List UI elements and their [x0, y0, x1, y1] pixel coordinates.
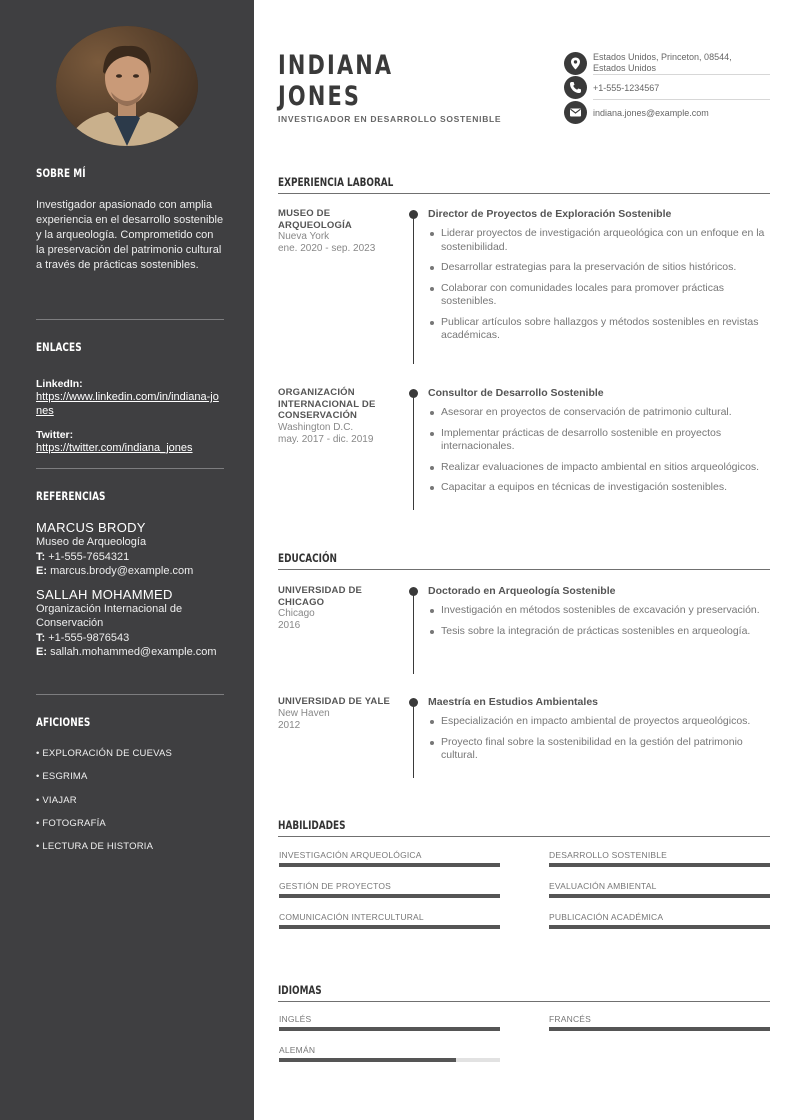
divider — [36, 468, 224, 469]
link-item-linkedin — [36, 378, 224, 418]
hobby-item: • EXPLORACIÓN DE CUEVAS — [36, 748, 173, 759]
about-heading: SOBRE MÍ — [36, 166, 86, 180]
first-name: INDIANA — [278, 50, 394, 81]
address-line1: Estados Unidos, Princeton, 08544, — [593, 52, 732, 62]
dates: ene. 2020 - sep. 2023 — [278, 243, 376, 254]
skill-bar — [279, 894, 500, 898]
about-section — [36, 166, 224, 273]
bullet-item: Asesorar en proyectos de conservación de patrimonio cultural. — [428, 406, 772, 420]
divider — [36, 319, 224, 320]
section-rule — [278, 193, 770, 194]
bullet-item: Liderar proyectos de investigación arqueológica con un enfoque en la sostenibilidad. — [428, 227, 772, 254]
bullet-item: Proyecto final sobre la sostenibilidad en la gestión del patrimonio cultural. — [428, 736, 772, 763]
link-item-twitter — [36, 429, 224, 455]
skill-item — [279, 850, 500, 867]
skill-label: PUBLICACIÓN ACADÉMICA — [549, 912, 664, 922]
address-row — [564, 52, 770, 76]
role-title: Consultor de Desarrollo Sostenible — [428, 387, 604, 399]
institution: UNIVERSIDAD DE YALE — [278, 696, 391, 707]
bullet-item: Implementar prácticas de desarrollo sostenible en proyectos internacionales. — [428, 427, 772, 454]
language-bar — [279, 1058, 500, 1062]
hobby-item: • LECTURA DE HISTORIA — [36, 841, 154, 853]
divider — [36, 694, 224, 695]
dates: 2012 — [278, 719, 301, 731]
reference-org: Organización Internacional de Conservación — [36, 602, 183, 629]
about-text: Investigador apasionado con amplia experiencia en el desarrollo sostenible y la arqueología. Comprometido con la preservación del patrimonio cultural a través de prácticas sostenibles. — [36, 199, 224, 271]
skill-label: COMUNICACIÓN INTERCULTURAL — [279, 912, 424, 922]
bullet-item: Especialización en impacto ambiental de proyectos arqueológicos. — [428, 715, 772, 729]
reference-name: SALLAH MOHAMMED — [36, 586, 173, 602]
skill-item — [279, 881, 500, 898]
reference-name: MARCUS BRODY — [36, 520, 146, 535]
dates: 2016 — [278, 620, 301, 631]
language-bar — [549, 1027, 770, 1031]
language-bar-fill — [549, 1027, 770, 1031]
references-section — [36, 489, 224, 660]
reference-email: E: marcus.brody@example.com — [36, 565, 194, 577]
degree-title: Doctorado en Arqueología Sostenible — [428, 585, 616, 597]
language-item — [279, 1045, 500, 1062]
language-label: INGLÉS — [279, 1014, 312, 1024]
profile-photo — [56, 26, 198, 146]
experience-heading: EXPERIENCIA LABORAL — [278, 175, 394, 189]
contact-phone — [564, 76, 770, 99]
reference-email: E: sallah.mohammed@example.com — [36, 646, 217, 658]
language-label: ALEMÁN — [279, 1045, 316, 1055]
skill-bar — [549, 925, 770, 929]
mail-icon — [564, 101, 587, 124]
dates: may. 2017 - dic. 2019 — [278, 433, 374, 445]
job-title: INVESTIGADOR EN DESARROLLO SOSTENIBLE — [278, 114, 502, 124]
skill-bar-fill — [549, 925, 770, 929]
experience-item-left — [278, 387, 396, 446]
email-row — [564, 101, 770, 124]
role-title: Director de Proyectos de Exploración Sostenible — [428, 208, 672, 220]
education-item-right — [428, 696, 772, 770]
experience-item-left — [278, 208, 396, 255]
reference-item — [36, 587, 224, 660]
sidebar — [0, 0, 254, 1120]
education-heading: EDUCACIÓN — [278, 551, 337, 565]
section-rule — [278, 1001, 770, 1002]
skill-bar — [549, 894, 770, 898]
bullet-item: Tesis sobre la integración de prácticas sostenibles en arqueología. — [428, 625, 772, 639]
skill-bar-fill — [279, 863, 500, 867]
reference-org: Museo de Arqueología — [36, 536, 147, 548]
skill-label: DESARROLLO SOSTENIBLE — [549, 850, 668, 860]
languages-heading: IDIOMAS — [278, 983, 322, 997]
degree-title: Maestría en Estudios Ambientales — [428, 696, 598, 708]
employer: MUSEO DE ARQUEOLOGÍA — [278, 208, 352, 231]
hobby-item: • ESGRIMA — [36, 771, 88, 783]
bullet-item: Publicar artículos sobre hallazgos y métodos sostenibles en revistas académicas. — [428, 316, 772, 343]
language-item — [279, 1014, 500, 1031]
twitter-link[interactable]: https://twitter.com/indiana_jones — [36, 442, 193, 454]
phone-text[interactable]: +1-555-1234567 — [593, 83, 660, 93]
bullet-item: Realizar evaluaciones de impacto ambiental en sitios arqueológicos. — [428, 461, 772, 475]
timeline-line — [413, 393, 414, 510]
skill-item — [549, 850, 770, 867]
links-section — [36, 340, 224, 455]
bullet-item: Desarrollar estrategias para la preservación de sitios históricos. — [428, 261, 772, 275]
employer: ORGANIZACIÓN INTERNACIONAL DE CONSERVACIÓN — [278, 387, 376, 421]
address-line2: Estados Unidos — [593, 62, 657, 73]
language-bar — [279, 1027, 500, 1031]
location: Chicago — [278, 608, 315, 619]
avatar — [56, 26, 198, 146]
timeline-line — [413, 591, 414, 674]
links-heading: ENLACES — [36, 340, 82, 354]
experience-item-right — [428, 208, 772, 350]
skill-bar-fill — [279, 925, 500, 929]
timeline-line — [413, 702, 414, 778]
link-label: LinkedIn: — [36, 378, 83, 390]
bullet-list — [428, 406, 772, 495]
link-label: Twitter: — [36, 429, 74, 441]
divider — [593, 99, 770, 100]
skill-item — [549, 912, 770, 929]
phone-icon — [564, 76, 587, 99]
hobbies-list — [36, 748, 224, 864]
linkedin-link[interactable]: https://www.linkedin.com/in/indiana-jones — [36, 391, 219, 417]
timeline-line — [413, 214, 414, 364]
education-item-right — [428, 585, 772, 645]
hobbies-heading: AFICIONES — [36, 715, 91, 729]
hobby-item: • VIAJAR — [36, 794, 77, 806]
skill-label: INVESTIGACIÓN ARQUEOLÓGICA — [279, 850, 422, 860]
references-heading: REFERENCIAS — [36, 489, 106, 503]
full-name — [278, 50, 393, 112]
skill-label: EVALUACIÓN AMBIENTAL — [549, 881, 657, 891]
skill-bar — [549, 863, 770, 867]
contact-address — [564, 52, 770, 76]
skill-bar — [279, 863, 500, 867]
section-rule — [278, 569, 770, 570]
email-text[interactable]: indiana.jones@example.com — [593, 108, 709, 118]
skill-label: GESTIÓN DE PROYECTOS — [279, 881, 392, 891]
reference-phone: T: +1-555-9876543 — [36, 631, 130, 644]
language-bar-fill — [279, 1058, 456, 1062]
bullet-item: Investigación en métodos sostenibles de excavación y preservación. — [428, 604, 772, 618]
skill-bar-fill — [279, 894, 500, 898]
location: Washington D.C. — [278, 421, 354, 433]
skill-bar-fill — [549, 863, 770, 867]
bullet-item: Colaborar con comunidades locales para promover prácticas sostenibles. — [428, 282, 772, 309]
skill-item — [279, 912, 500, 929]
reference-phone: T: +1-555-7654321 — [36, 550, 130, 563]
bullet-list — [428, 227, 772, 343]
skills-heading: HABILIDADES — [278, 818, 346, 832]
hobbies-section — [36, 715, 224, 864]
bullet-item: Capacitar a equipos en técnicas de investigación sostenibles. — [428, 481, 772, 495]
skill-bar — [279, 925, 500, 929]
contact-email — [564, 101, 770, 124]
language-item — [549, 1014, 770, 1031]
skill-bar-fill — [549, 894, 770, 898]
bullet-list — [428, 715, 772, 763]
bullet-list — [428, 604, 772, 638]
location: New Haven — [278, 707, 330, 719]
section-rule — [278, 836, 770, 837]
phone-row — [564, 76, 770, 99]
language-label: FRANCÉS — [549, 1014, 592, 1024]
language-bar-fill — [279, 1027, 500, 1031]
experience-item-right — [428, 387, 772, 502]
skill-item — [549, 881, 770, 898]
reference-item — [36, 520, 224, 579]
education-item-left — [278, 696, 396, 732]
last-name: JONES — [278, 81, 362, 112]
location: Nueva York — [278, 231, 330, 242]
education-item-left — [278, 585, 396, 632]
divider — [593, 74, 770, 75]
hobby-item: • FOTOGRAFÍA — [36, 817, 106, 829]
map-pin-icon — [564, 52, 587, 75]
institution: UNIVERSIDAD DE CHICAGO — [278, 585, 363, 608]
